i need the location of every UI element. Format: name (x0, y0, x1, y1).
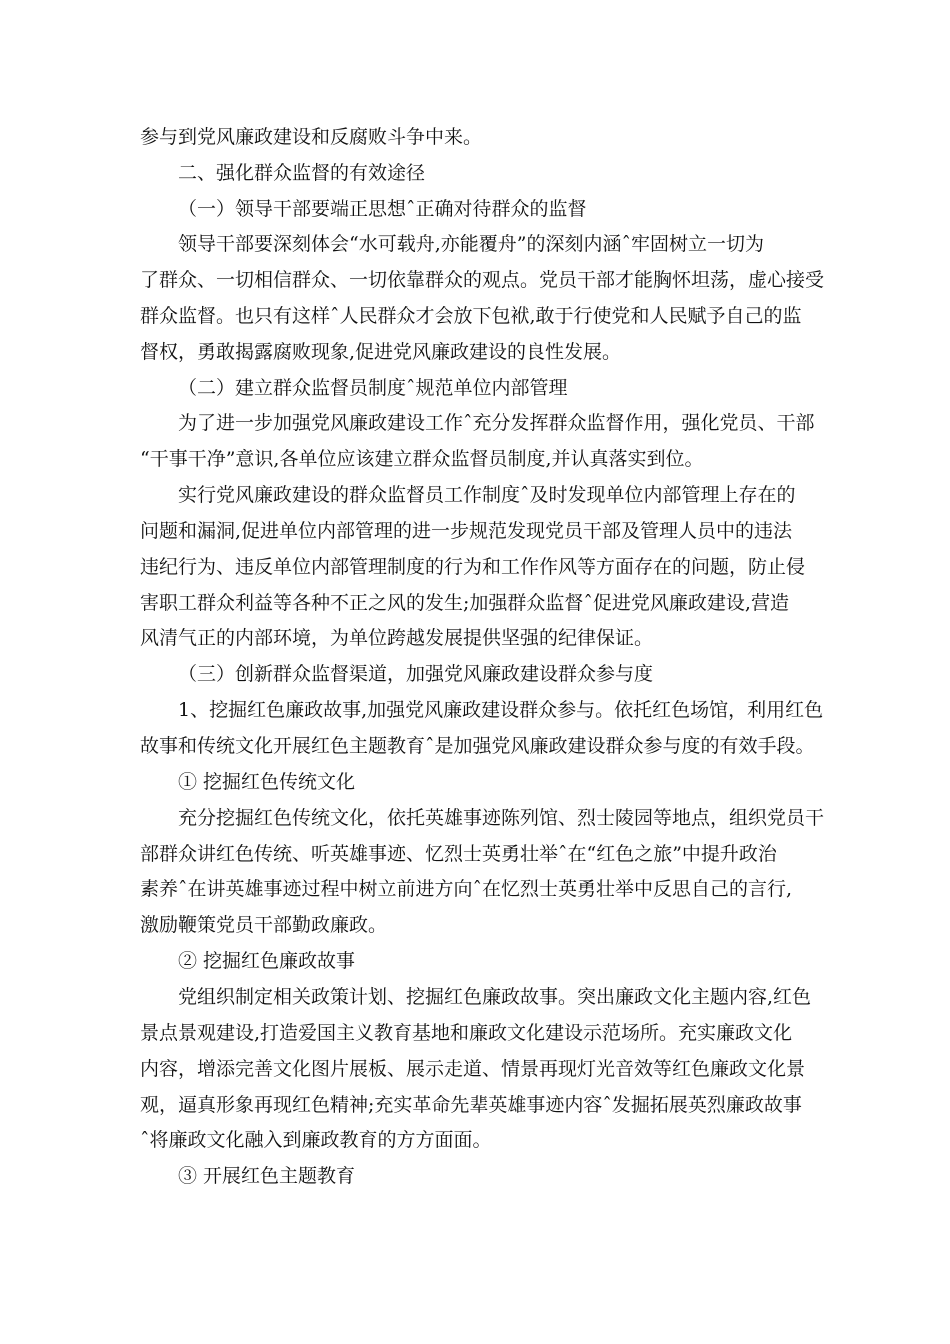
text-line: 实行党风廉政建设的群众监督员工作制度ˆ及时发现单位内部管理上存在的 (178, 484, 796, 506)
item-heading: ① 挖掘红色传统文化 (178, 771, 356, 793)
text-line: ˆ将廉政文化融入到廉政教育的方方面面。 (140, 1129, 492, 1151)
subsection-heading: （二）建立群众监督员制度ˆ规范单位内部管理 (178, 377, 568, 399)
text-line: 1、挖掘红色廉政故事,加强党风廉政建设群众参与。依托红色场馆，利用红色 (178, 699, 824, 721)
text-line: 景点景观建设,打造爱国主义教育基地和廉政文化建设示范场所。充实廉政文化 (140, 1022, 793, 1044)
text-line: 风清气正的内部环境，为单位跨越发展提供坚强的纪律保证。 (140, 627, 654, 649)
subsection-heading: （三）创新群众监督渠道，加强党风廉政建设群众参与度 (178, 663, 654, 685)
text-line: 故事和传统文化开展红色主题教育ˆ是加强党风廉政建设群众参与度的有效手段。 (140, 735, 815, 757)
section-heading: 二、强化群众监督的有效途径 (178, 162, 426, 184)
subsection-heading: （一）领导干部要端正思想ˆ正确对待群众的监督 (178, 198, 587, 220)
text-line: 部群众讲红色传统、听英雄事迹、忆烈士英勇壮举ˆ在“红色之旅”中提升政治 (140, 843, 777, 865)
text-line: 群众监督。也只有这样ˆ人民群众才会放下包袱,敢于行使党和人民赋予自己的监 (140, 305, 802, 327)
text-line: “干事干净”意识,各单位应该建立群众监督员制度,并认真落实到位。 (140, 448, 704, 470)
text-line: 领导干部要深刻体会“水可载舟,亦能覆舟”的深刻内涵ˆ牢固树立一切为 (178, 233, 764, 255)
text-line: 党组织制定相关政策计划、挖掘红色廉政故事。突出廉政文化主题内容,红色 (178, 986, 812, 1008)
text-line: 害职工群众利益等各种不正之风的发生;加强群众监督ˆ促进党风廉政建设,营造 (140, 592, 789, 614)
item-heading: ② 挖掘红色廉政故事 (178, 950, 356, 972)
text-line: 激励鞭策党员干部勤政廉政。 (140, 914, 388, 936)
text-line: 观，逼真形象再现红色精神;充实革命先辈英雄事迹内容ˆ发掘拓展英烈廉政故事 (140, 1094, 802, 1116)
item-heading: ③ 开展红色主题教育 (178, 1165, 356, 1187)
text-line: 违纪行为、违反单位内部管理制度的行为和工作作风等方面存在的问题，防止侵 (140, 556, 806, 578)
text-line: 问题和漏洞,促进单位内部管理的进一步规范发现党员干部及管理人员中的违法 (140, 520, 793, 542)
text-line: 内容，增添完善文化图片展板、展示走道、情景再现灯光音效等红色廉政文化景 (140, 1058, 806, 1080)
text-line: 为了进一步加强党风廉政建设工作ˆ充分发挥群众监督作用，强化党员、干部 (178, 412, 815, 434)
text-line: 素养ˆ在讲英雄事迹过程中树立前进方向ˆ在忆烈士英勇壮举中反思自己的言行, (140, 878, 793, 900)
text-line: 参与到党风廉政建设和反腐败斗争中来。 (140, 126, 483, 148)
text-line: 充分挖掘红色传统文化，依托英雄事迹陈列馆、烈士陵园等地点，组织党员干 (178, 807, 825, 829)
text-line: 督权，勇敢揭露腐败现象,促进党风廉政建设的良性发展。 (140, 341, 622, 363)
text-line: 了群众、一切相信群众、一切依靠群众的观点。党员干部才能胸怀坦荡，虚心接受 (140, 269, 825, 291)
